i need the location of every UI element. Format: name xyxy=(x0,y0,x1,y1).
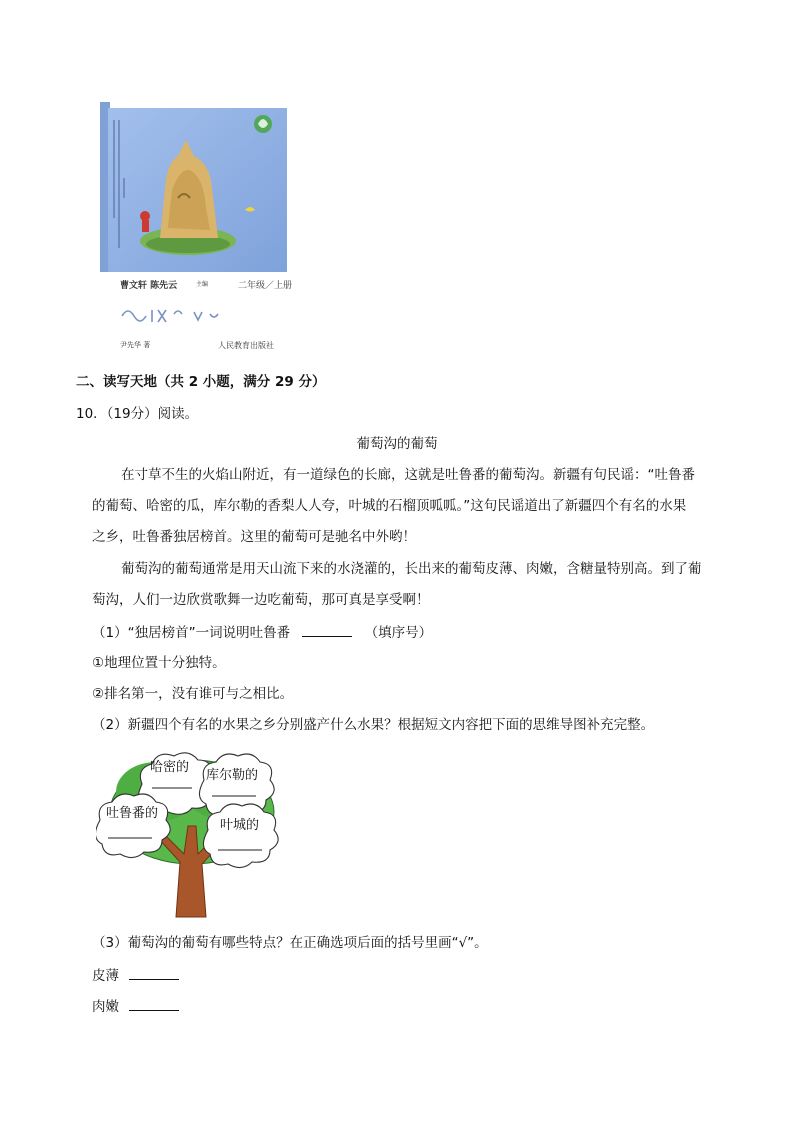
section-heading: 二、读写天地（共 2 小题，满分 29 分） xyxy=(76,374,326,390)
subquestion-3: （3）葡萄沟的葡萄有哪些特点？在正确选项后面的括号里画“√”。 xyxy=(92,935,488,951)
answer-blank-rou-nen[interactable] xyxy=(129,996,179,1011)
option-2: ②排名第一，没有谁可与之相比。 xyxy=(92,686,294,702)
book-cover xyxy=(100,98,293,358)
cover-handwritten-title xyxy=(118,304,228,326)
passage-title: 葡萄沟的葡萄 xyxy=(356,436,438,452)
para2-line2: 萄沟，人们一边欣赏歌舞一边吃葡萄，那可真是享受啊！ xyxy=(92,592,430,608)
cover-grade: 二年级／上册 xyxy=(238,281,293,291)
para1-line1: 在寸草不生的火焰山附近，有一道绿色的长廊，这就是吐鲁番的葡萄沟。新疆有句民谣：“吐鲁番 xyxy=(121,467,695,483)
cover-editor-tag: 主编 xyxy=(196,281,209,288)
subquestion-2: （2）新疆四个有名的水果之乡分别盛产什么水果？根据短文内容把下面的思维导图补充完整。 xyxy=(92,717,655,733)
subquestion-1 xyxy=(92,622,432,643)
option-pi-bao-label: 皮薄 xyxy=(92,968,119,984)
cover-publisher: 人民教育出版社 xyxy=(218,341,274,350)
option-rou-nen xyxy=(92,996,179,1017)
mind-map-hami-label: 哈密的 xyxy=(150,760,190,775)
option-rou-nen-label: 肉嫩 xyxy=(92,999,119,1015)
option-pi-bao xyxy=(92,965,179,986)
para1-line2: 的葡萄、哈密的瓜，库尔勒的香梨人人夸，叶城的石榴顶呱呱。”这句民谣道出了新疆四个有名的水果 xyxy=(92,498,687,514)
mind-map-turpan-label: 吐鲁番的 xyxy=(106,806,159,821)
mind-map-turpan-blank[interactable] xyxy=(108,828,152,838)
mind-map-korla-blank[interactable] xyxy=(212,786,256,796)
question-number: 10．（19分）阅读。 xyxy=(76,406,199,422)
para1-line3: 之乡，吐鲁番独居榜首。这里的葡萄可是驰名中外哟！ xyxy=(92,529,416,545)
answer-blank-1[interactable] xyxy=(302,622,352,637)
subquestion-1-text: （1）“独居榜首”一词说明吐鲁番 xyxy=(92,625,291,641)
para2-line1: 葡萄沟的葡萄通常是用天山流下来的水浇灌的，长出来的葡萄皮薄、肉嫩，含糖量特别高。到了葡 xyxy=(121,561,702,577)
mind-map-hami-blank[interactable] xyxy=(152,778,192,788)
cover-illustrator: 尹先华 著 xyxy=(120,341,151,349)
subquestion-1-suffix: （填序号） xyxy=(364,625,433,641)
mind-map-tree xyxy=(96,742,296,922)
mind-map-yecheng-label: 叶城的 xyxy=(220,818,260,833)
cover-authors: 曹文轩 陈先云 xyxy=(120,281,178,291)
mind-map-yecheng-blank[interactable] xyxy=(218,840,262,850)
answer-blank-pi-bao[interactable] xyxy=(129,965,179,980)
option-1: ①地理位置十分独特。 xyxy=(92,655,226,671)
mind-map-korla-label: 库尔勒的 xyxy=(206,768,259,783)
